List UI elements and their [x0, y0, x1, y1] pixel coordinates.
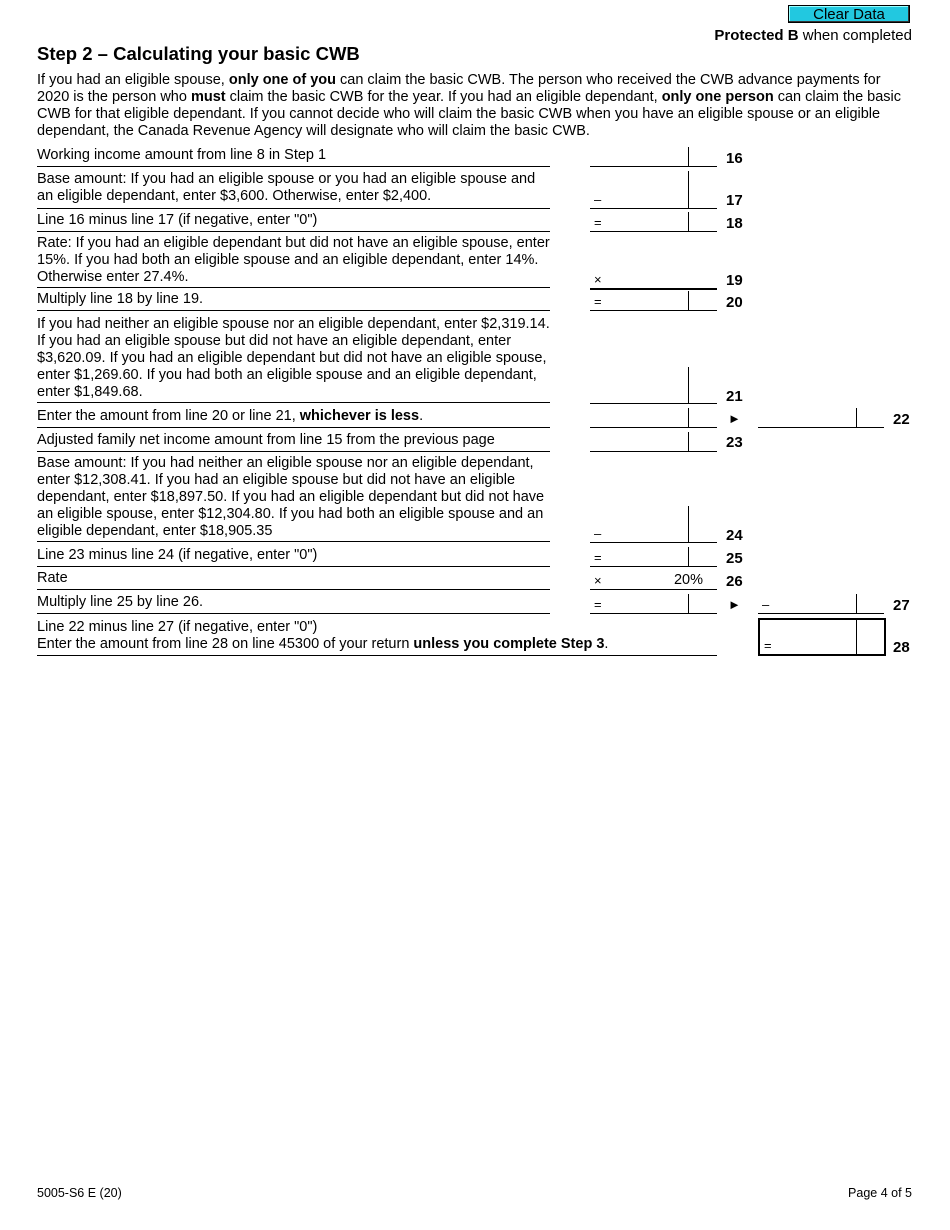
line-17-label: Base amount: If you had an eligible spouse or you had an eligible spouse and an eligible dependant, enter $3,600. Otherwise, enter $2,400.: [37, 171, 550, 209]
line-22-number: 22: [893, 411, 910, 428]
line-28-text-2: [37, 636, 717, 653]
form-code: 5005-S6 E (20): [37, 1186, 122, 1200]
line-20-label: Multiply line 18 by line 19.: [37, 291, 550, 311]
intro-text: can claim the basic CWB for that eligible dependant. If you cannot decide who will claim the basic CWB when you have an eligible spouse or an eligible dependant, the Canada Revenue Agency will designate who will claim the basic CWB.: [37, 89, 902, 139]
minus-symbol: –: [594, 526, 602, 541]
line-24-number: 24: [726, 527, 743, 544]
line-20-field[interactable]: [590, 291, 717, 311]
line-16-number: 16: [726, 150, 743, 167]
intro-emphasis: must: [190, 89, 226, 105]
clear-data-button[interactable]: Clear Data: [788, 5, 910, 23]
line-18-label: Line 16 minus line 17 (if negative, enter "0"): [37, 212, 550, 232]
protected-label: Protected B: [714, 27, 799, 44]
line-23-label: Adjusted family net income amount from line 15 from the previous page: [37, 432, 550, 452]
line-28-label: [37, 619, 717, 656]
line-22-emphasis: whichever is less: [299, 408, 420, 424]
line-16-field[interactable]: [590, 147, 717, 167]
rate-value: 20%: [673, 572, 703, 588]
line-18-number: 18: [726, 215, 743, 232]
equals-symbol: =: [594, 550, 602, 565]
multiply-symbol: ×: [594, 272, 602, 287]
minus-symbol: –: [594, 192, 602, 207]
line-25-label: Line 23 minus line 24 (if negative, enter "0"): [37, 547, 550, 567]
line-28-field[interactable]: [758, 618, 886, 656]
line-28-emphasis: unless you complete Step 3: [413, 636, 605, 652]
line-28-instruction: Enter the amount from line 28 on line 45300 of your return: [37, 636, 414, 652]
intro-emphasis: only one person: [661, 89, 774, 105]
line-23-number: 23: [726, 434, 743, 451]
page-number: Page 4 of 5: [848, 1186, 912, 1200]
intro-text: can claim the basic CWB. The person who received the CWB advance payments for 2020 is the person who: [37, 72, 881, 105]
line-24-label: Base amount: If you had neither an eligible spouse nor an eligible dependant, enter $12,308.41. If you had an eligible spouse but did not have an eligible dependant, enter $18,897.50. If you had an eligible dependant but did not have an eligible spouse, enter $12,304.80. If you had both an eligible spouse and an eligible dependant, enter $18,905.35: [37, 455, 550, 542]
line-22-label: [37, 408, 550, 428]
intro-emphasis: only one of you: [228, 72, 336, 88]
line-28-period: .: [604, 636, 609, 652]
line-21-field[interactable]: [590, 367, 717, 404]
minus-symbol: –: [762, 597, 770, 612]
line-28-text-1: Line 22 minus line 27 (if negative, enter "0"): [37, 619, 318, 635]
line-21-label: If you had neither an eligible spouse nor an eligible dependant, enter $2,319.14. If you had an eligible spouse but did not have an eligible dependant, enter $3,620.09. If you had an eligible dependant but did not have an eligible spouse, enter $1,269.60. If you had both an eligible spouse and an eligible dependant, enter $1,849.68.: [37, 316, 550, 403]
line-21-number: 21: [726, 388, 743, 405]
equals-symbol: =: [764, 638, 772, 653]
line-16-label: Working income amount from line 8 in Step 1: [37, 147, 550, 167]
line-25-number: 25: [726, 550, 743, 567]
line-22-field[interactable]: [758, 408, 884, 428]
equals-symbol: =: [594, 215, 602, 230]
intro-text: If you had an eligible spouse,: [37, 72, 229, 88]
line-26-label: Rate: [37, 570, 550, 590]
line-19-label: Rate: If you had an eligible dependant but did not have an eligible spouse, enter 15%. If you had both an eligible spouse and an eligible dependant, enter 14%. Otherwise enter 27.4%.: [37, 235, 550, 288]
protected-notice: [714, 27, 912, 44]
line-22-left-field[interactable]: [590, 408, 717, 428]
line-26-number: 26: [726, 573, 743, 590]
line-17-field[interactable]: [590, 171, 717, 209]
intro-paragraph: [37, 72, 912, 140]
line-27-number: 27: [893, 597, 910, 614]
line-20-number: 20: [726, 294, 743, 311]
line-19-field[interactable]: [590, 268, 717, 290]
line-17-number: 17: [726, 192, 743, 209]
line-19-number: 19: [726, 272, 743, 289]
line-22-text: Enter the amount from line 20 or line 21,: [37, 408, 300, 424]
protected-suffix: when completed: [798, 27, 912, 44]
line-27-left-field[interactable]: [590, 594, 717, 614]
arrow-right-icon: ►: [728, 597, 741, 612]
equals-symbol: =: [594, 597, 602, 612]
line-26-field: [590, 570, 717, 590]
line-22-period: .: [419, 408, 424, 424]
arrow-right-icon: ►: [728, 411, 741, 426]
line-27-label: Multiply line 25 by line 26.: [37, 594, 550, 614]
line-28-number: 28: [893, 639, 910, 656]
line-18-field[interactable]: [590, 212, 717, 232]
line-25-field[interactable]: [590, 547, 717, 567]
multiply-symbol: ×: [594, 573, 602, 588]
line-24-field[interactable]: [590, 506, 717, 543]
equals-symbol: =: [594, 294, 602, 309]
line-27-field[interactable]: [758, 594, 884, 614]
step-title: Step 2 – Calculating your basic CWB: [37, 43, 360, 64]
intro-text: claim the basic CWB for the year. If you had an eligible dependant,: [225, 89, 662, 105]
line-23-field[interactable]: [590, 432, 717, 452]
